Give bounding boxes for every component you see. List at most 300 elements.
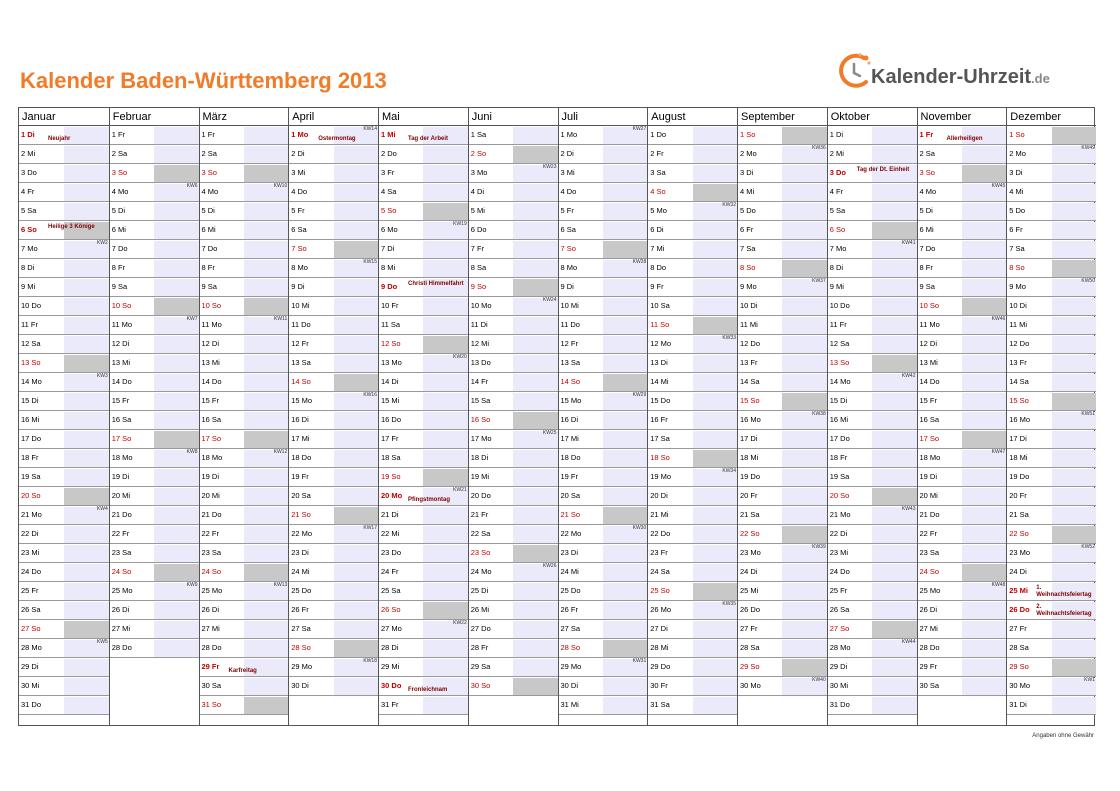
- day-label: 24 So: [919, 567, 940, 576]
- day-label: 17 So: [919, 434, 940, 443]
- day-shade: [244, 355, 288, 372]
- day-cell: [289, 449, 378, 468]
- day-shade: [64, 526, 109, 543]
- day-shade: [872, 203, 916, 220]
- day-label: 20 Fr: [1009, 491, 1027, 500]
- day-cell: [738, 430, 827, 449]
- day-label: 28 Mi: [650, 643, 669, 652]
- week-number: KW33: [722, 335, 736, 341]
- day-label: 19 Sa: [21, 472, 41, 481]
- day-label: 16 Fr: [650, 415, 668, 424]
- day-label: 25 Mi: [740, 586, 759, 595]
- day-cell: [738, 297, 827, 316]
- day-label: 13 Sa: [560, 358, 581, 367]
- day-shade: [782, 222, 826, 239]
- day-shade: [603, 431, 647, 448]
- day-label: 22 Do: [650, 529, 671, 538]
- day-shade: [603, 545, 647, 562]
- day-label: 17 Mi: [560, 434, 579, 443]
- day-label: 27 Mi: [111, 624, 131, 633]
- day-shade: [1052, 507, 1096, 524]
- day-cell: [110, 430, 199, 449]
- day-label: 1 So: [1009, 130, 1025, 139]
- day-cell: [289, 354, 378, 373]
- day-cell: [1007, 582, 1096, 601]
- day-cell: [379, 392, 468, 411]
- day-shade: [962, 526, 1006, 543]
- day-label: 16 Sa: [201, 415, 222, 424]
- day-label: 9 Mi: [21, 282, 36, 291]
- day-shade: [423, 393, 467, 410]
- day-cell: [1007, 639, 1096, 658]
- disclaimer-note: Angaben ohne Gewähr: [1032, 733, 1094, 739]
- day-cell: [1007, 525, 1096, 544]
- day-cell: [379, 145, 468, 164]
- day-shade: [603, 564, 647, 581]
- month-header: August: [648, 108, 737, 126]
- day-label: 22 Fr: [111, 529, 130, 538]
- day-label: 17 Di: [1009, 434, 1027, 443]
- day-label: 21 So: [291, 510, 311, 519]
- day-label: 15 Do: [650, 396, 671, 405]
- day-label: 29 Di: [829, 662, 848, 671]
- day-cell: [738, 468, 827, 487]
- day-label: 19 Di: [919, 472, 938, 481]
- day-shade: [603, 317, 647, 334]
- day-cell: [200, 563, 289, 582]
- day-label: 21 Mo: [829, 510, 851, 519]
- day-shade: [782, 450, 826, 467]
- day-label: 15 Mo: [560, 396, 582, 405]
- day-cell: [559, 126, 648, 145]
- day-label: 12 Di: [201, 339, 220, 348]
- day-shade: [872, 298, 916, 315]
- day-shade: [872, 184, 916, 201]
- day-cell: [918, 126, 1007, 145]
- day-label: 24 Mo: [470, 567, 492, 576]
- day-label: 6 Sa: [291, 225, 307, 234]
- day-cell: [918, 354, 1007, 373]
- day-cell: [379, 544, 468, 563]
- day-label: 5 Di: [201, 206, 215, 215]
- day-label: 1 Di: [21, 130, 35, 139]
- month-header: September: [738, 108, 827, 126]
- day-label: 9 Fr: [650, 282, 664, 291]
- day-cell: [379, 278, 468, 297]
- day-cell: [828, 183, 917, 202]
- day-shade: [872, 621, 916, 638]
- day-label: 18 Do: [291, 453, 312, 462]
- day-shade: [962, 602, 1006, 619]
- day-label: 6 Mi: [111, 225, 126, 234]
- day-cell: [200, 411, 289, 430]
- day-cell: [738, 487, 827, 506]
- day-label: 26 Fr: [291, 605, 309, 614]
- day-shade: [334, 469, 378, 486]
- day-shade: [962, 241, 1006, 258]
- day-shade: [962, 545, 1006, 562]
- day-cell: [559, 696, 648, 715]
- day-label: 14 Do: [111, 377, 132, 386]
- day-cell: [648, 335, 737, 354]
- day-label: 13 So: [21, 358, 41, 367]
- day-cell: [110, 582, 199, 601]
- day-shade: [872, 488, 916, 505]
- day-shade: [423, 374, 467, 391]
- day-label: 20 So: [829, 491, 850, 500]
- day-label: 31 Sa: [650, 700, 670, 709]
- day-label: 28 Sa: [740, 643, 760, 652]
- day-label: 20 So: [21, 491, 41, 500]
- day-label: 9 So: [470, 282, 487, 291]
- day-cell: [1007, 411, 1096, 430]
- day-shade: [603, 146, 647, 163]
- day-cell: [469, 620, 558, 639]
- day-shade: [782, 640, 826, 657]
- day-label: 23 Sa: [201, 548, 222, 557]
- day-label: 3 Sa: [650, 168, 666, 177]
- day-shade: [154, 393, 198, 410]
- day-label: 30 Mi: [21, 681, 40, 690]
- day-cell: [648, 582, 737, 601]
- day-cell: [559, 297, 648, 316]
- day-label: 9 Mi: [829, 282, 844, 291]
- day-cell: [559, 658, 648, 677]
- day-label: 16 Di: [560, 415, 579, 424]
- day-cell: [648, 563, 737, 582]
- day-shade: [693, 659, 737, 676]
- day-cell: [1007, 183, 1096, 202]
- day-label: 24 Mi: [291, 567, 310, 576]
- month-column: [199, 108, 289, 725]
- day-cell: [828, 582, 917, 601]
- day-label: 20 Sa: [291, 491, 311, 500]
- day-shade: [423, 317, 467, 334]
- day-shade: [244, 526, 288, 543]
- day-cell: [19, 126, 109, 145]
- day-cell: [289, 297, 378, 316]
- day-label: 27 Fr: [1009, 624, 1027, 633]
- day-label: 1 Mo: [291, 130, 309, 139]
- day-cell: [1007, 696, 1096, 715]
- month-column: [468, 108, 558, 725]
- day-cell: [738, 164, 827, 183]
- day-shade: [603, 279, 647, 296]
- day-shade: [64, 545, 109, 562]
- day-shade: [513, 317, 557, 334]
- day-cell: [1007, 164, 1096, 183]
- day-label: 21 Do: [919, 510, 940, 519]
- day-cell: [19, 145, 109, 164]
- day-cell: [918, 221, 1007, 240]
- day-cell: [648, 449, 737, 468]
- day-label: 9 Di: [291, 282, 305, 291]
- day-cell: [19, 582, 109, 601]
- day-cell: [289, 544, 378, 563]
- day-label: 27 Di: [650, 624, 668, 633]
- day-shade: [244, 203, 288, 220]
- day-cell: [828, 468, 917, 487]
- day-shade: [872, 545, 916, 562]
- day-cell: [289, 525, 378, 544]
- day-shade: [244, 146, 288, 163]
- day-label: 8 Fr: [201, 263, 215, 272]
- day-cell: [289, 487, 378, 506]
- day-cell: [469, 677, 558, 696]
- day-shade: [603, 507, 647, 524]
- day-shade: [782, 431, 826, 448]
- day-label: 1 Do: [650, 130, 667, 139]
- day-cell: [918, 202, 1007, 221]
- day-cell: [110, 563, 199, 582]
- clock-arc-icon: [838, 52, 872, 92]
- day-shade: [782, 298, 826, 315]
- day-shade: [513, 203, 557, 220]
- day-shade: [244, 469, 288, 486]
- day-cell: [379, 677, 468, 696]
- day-label: 12 So: [381, 339, 401, 348]
- day-shade: [423, 469, 467, 486]
- day-shade: [962, 393, 1006, 410]
- day-shade: [154, 222, 198, 239]
- week-number: KW28: [632, 259, 647, 265]
- day-shade: [603, 298, 647, 315]
- day-shade: [244, 545, 288, 562]
- day-cell: [200, 183, 289, 202]
- day-label: 11 Mi: [740, 320, 758, 329]
- day-label: 10 Di: [740, 301, 758, 310]
- day-shade: [962, 374, 1006, 391]
- day-shade: [693, 431, 737, 448]
- day-shade: [603, 203, 647, 220]
- day-shade: [872, 564, 916, 581]
- month-header: April: [289, 108, 378, 126]
- day-label: 5 Di: [111, 206, 126, 215]
- day-shade: [154, 469, 198, 486]
- day-label: 7 Do: [919, 244, 936, 253]
- day-shade: [782, 564, 826, 581]
- day-cell: [469, 259, 558, 278]
- day-cell: [738, 259, 827, 278]
- day-label: 21 Fr: [470, 510, 489, 519]
- day-cell: [648, 145, 737, 164]
- day-shade: [1052, 469, 1096, 486]
- day-label: 3 Do: [21, 168, 37, 177]
- day-cell: [289, 582, 378, 601]
- day-shade: [513, 450, 557, 467]
- day-shade: [154, 602, 198, 619]
- day-label: 23 Do: [381, 548, 402, 557]
- day-label: 19 Mi: [470, 472, 490, 481]
- day-cell: [289, 506, 378, 525]
- day-cell: [379, 658, 468, 677]
- day-label: 9 Sa: [919, 282, 935, 291]
- day-label: 14 Fr: [470, 377, 489, 386]
- day-shade: [693, 260, 737, 277]
- day-shade: [513, 640, 557, 657]
- month-header: Mai: [379, 108, 468, 126]
- day-label: 29 So: [1009, 662, 1029, 671]
- day-cell: [828, 639, 917, 658]
- day-shade: [693, 241, 737, 258]
- day-shade: [64, 602, 109, 619]
- day-cell: [110, 639, 199, 658]
- day-label: 10 Di: [1009, 301, 1027, 310]
- day-shade: [154, 260, 198, 277]
- month-column: [558, 108, 648, 725]
- day-cell: [918, 297, 1007, 316]
- day-shade: [423, 545, 467, 562]
- day-cell: [469, 164, 558, 183]
- day-label: 26 Sa: [829, 605, 850, 614]
- day-shade: [782, 374, 826, 391]
- day-label: 24 Do: [21, 567, 42, 576]
- holiday-name: Fronleichnam: [408, 687, 448, 693]
- day-label: 26 Do: [740, 605, 761, 614]
- day-cell: [110, 335, 199, 354]
- day-label: 20 Mi: [201, 491, 220, 500]
- day-cell: [200, 335, 289, 354]
- day-shade: [244, 640, 288, 657]
- day-label: 5 Sa: [829, 206, 846, 215]
- day-shade: [603, 412, 647, 429]
- day-cell: [110, 202, 199, 221]
- day-label: 14 Sa: [1009, 377, 1029, 386]
- day-shade: [1052, 659, 1096, 676]
- day-label: 22 So: [740, 529, 760, 538]
- day-label: 6 So: [21, 225, 37, 234]
- holiday-name: 1. Weihnachtsfeiertag: [1036, 585, 1092, 598]
- day-label: 7 Do: [201, 244, 218, 253]
- day-shade: [872, 127, 916, 144]
- day-cell: [738, 677, 827, 696]
- day-label: 26 Di: [111, 605, 130, 614]
- day-label: 14 Mo: [829, 377, 851, 386]
- day-label: 13 Mi: [201, 358, 220, 367]
- day-shade: [603, 184, 647, 201]
- day-cell: [289, 259, 378, 278]
- day-label: 8 Fr: [111, 263, 126, 272]
- day-shade: [962, 336, 1006, 353]
- day-label: 15 So: [1009, 396, 1029, 405]
- day-shade: [64, 355, 109, 372]
- day-label: 23 Sa: [919, 548, 940, 557]
- day-shade: [244, 621, 288, 638]
- day-label: 4 Di: [470, 187, 485, 196]
- month-header: Juni: [469, 108, 558, 126]
- day-cell: [289, 411, 378, 430]
- day-shade: [693, 355, 737, 372]
- day-cell: [559, 449, 648, 468]
- day-label: 1 Sa: [470, 130, 487, 139]
- day-label: 17 Fr: [381, 434, 399, 443]
- day-shade: [154, 355, 198, 372]
- day-label: 8 Di: [21, 263, 35, 272]
- day-cell: [918, 506, 1007, 525]
- day-shade: [603, 165, 647, 182]
- day-label: 18 Mo: [111, 453, 133, 462]
- day-shade: [1052, 165, 1096, 182]
- day-shade: [1052, 374, 1096, 391]
- day-cell: [738, 240, 827, 259]
- day-label: 25 Fr: [829, 586, 848, 595]
- day-label: 6 Sa: [560, 225, 576, 234]
- day-shade: [782, 317, 826, 334]
- day-label: 7 Sa: [740, 244, 756, 253]
- day-shade: [513, 469, 557, 486]
- day-shade: [693, 298, 737, 315]
- day-label: 12 Sa: [829, 339, 850, 348]
- week-number: KW52: [1081, 544, 1095, 550]
- day-shade: [1052, 393, 1096, 410]
- day-shade: [693, 507, 737, 524]
- day-shade: [782, 165, 826, 182]
- day-shade: [64, 678, 109, 695]
- day-cell: [1007, 544, 1096, 563]
- week-number: KW31: [632, 658, 647, 664]
- day-cell: [738, 563, 827, 582]
- day-shade: [334, 564, 378, 581]
- day-shade: [693, 545, 737, 562]
- day-shade: [1052, 203, 1096, 220]
- day-label: 19 Fr: [291, 472, 309, 481]
- day-label: 16 Mo: [740, 415, 761, 424]
- day-label: 11 Mo: [111, 320, 133, 329]
- day-label: 24 Sa: [650, 567, 670, 576]
- day-label: 19 So: [381, 472, 401, 481]
- day-cell: [828, 145, 917, 164]
- day-cell: [200, 620, 289, 639]
- day-cell: [738, 449, 827, 468]
- day-label: 25 Mo: [201, 586, 223, 595]
- day-cell: [738, 183, 827, 202]
- day-cell: [559, 620, 648, 639]
- day-label: 15 Mi: [381, 396, 400, 405]
- day-cell: [200, 297, 289, 316]
- day-label: 16 So: [470, 415, 491, 424]
- day-cell: [379, 126, 468, 145]
- day-label: 9 Mo: [740, 282, 757, 291]
- day-cell: [1007, 392, 1096, 411]
- day-shade: [693, 184, 737, 201]
- day-shade: [154, 127, 198, 144]
- day-label: 21 Sa: [1009, 510, 1029, 519]
- day-label: 23 Di: [291, 548, 309, 557]
- day-label: 13 Fr: [740, 358, 758, 367]
- week-number: KW7: [186, 316, 198, 322]
- day-label: 22 Mo: [291, 529, 313, 538]
- day-cell: [469, 468, 558, 487]
- week-number: KW18: [363, 658, 377, 664]
- day-label: 26 Mo: [650, 605, 672, 614]
- day-cell: [918, 240, 1007, 259]
- day-cell: [200, 696, 289, 715]
- day-shade: [64, 165, 109, 182]
- day-label: 4 Mi: [1009, 187, 1024, 196]
- day-cell: [1007, 487, 1096, 506]
- day-cell: [289, 126, 378, 145]
- day-cell: [828, 240, 917, 259]
- day-label: 26 Sa: [21, 605, 41, 614]
- day-label: 28 Do: [201, 643, 222, 652]
- day-cell: [289, 639, 378, 658]
- week-number: KW25: [542, 430, 557, 436]
- day-label: 27 Sa: [560, 624, 581, 633]
- day-label: 15 Fr: [111, 396, 130, 405]
- day-cell: [559, 278, 648, 297]
- day-label: 12 Do: [740, 339, 761, 348]
- day-cell: [738, 582, 827, 601]
